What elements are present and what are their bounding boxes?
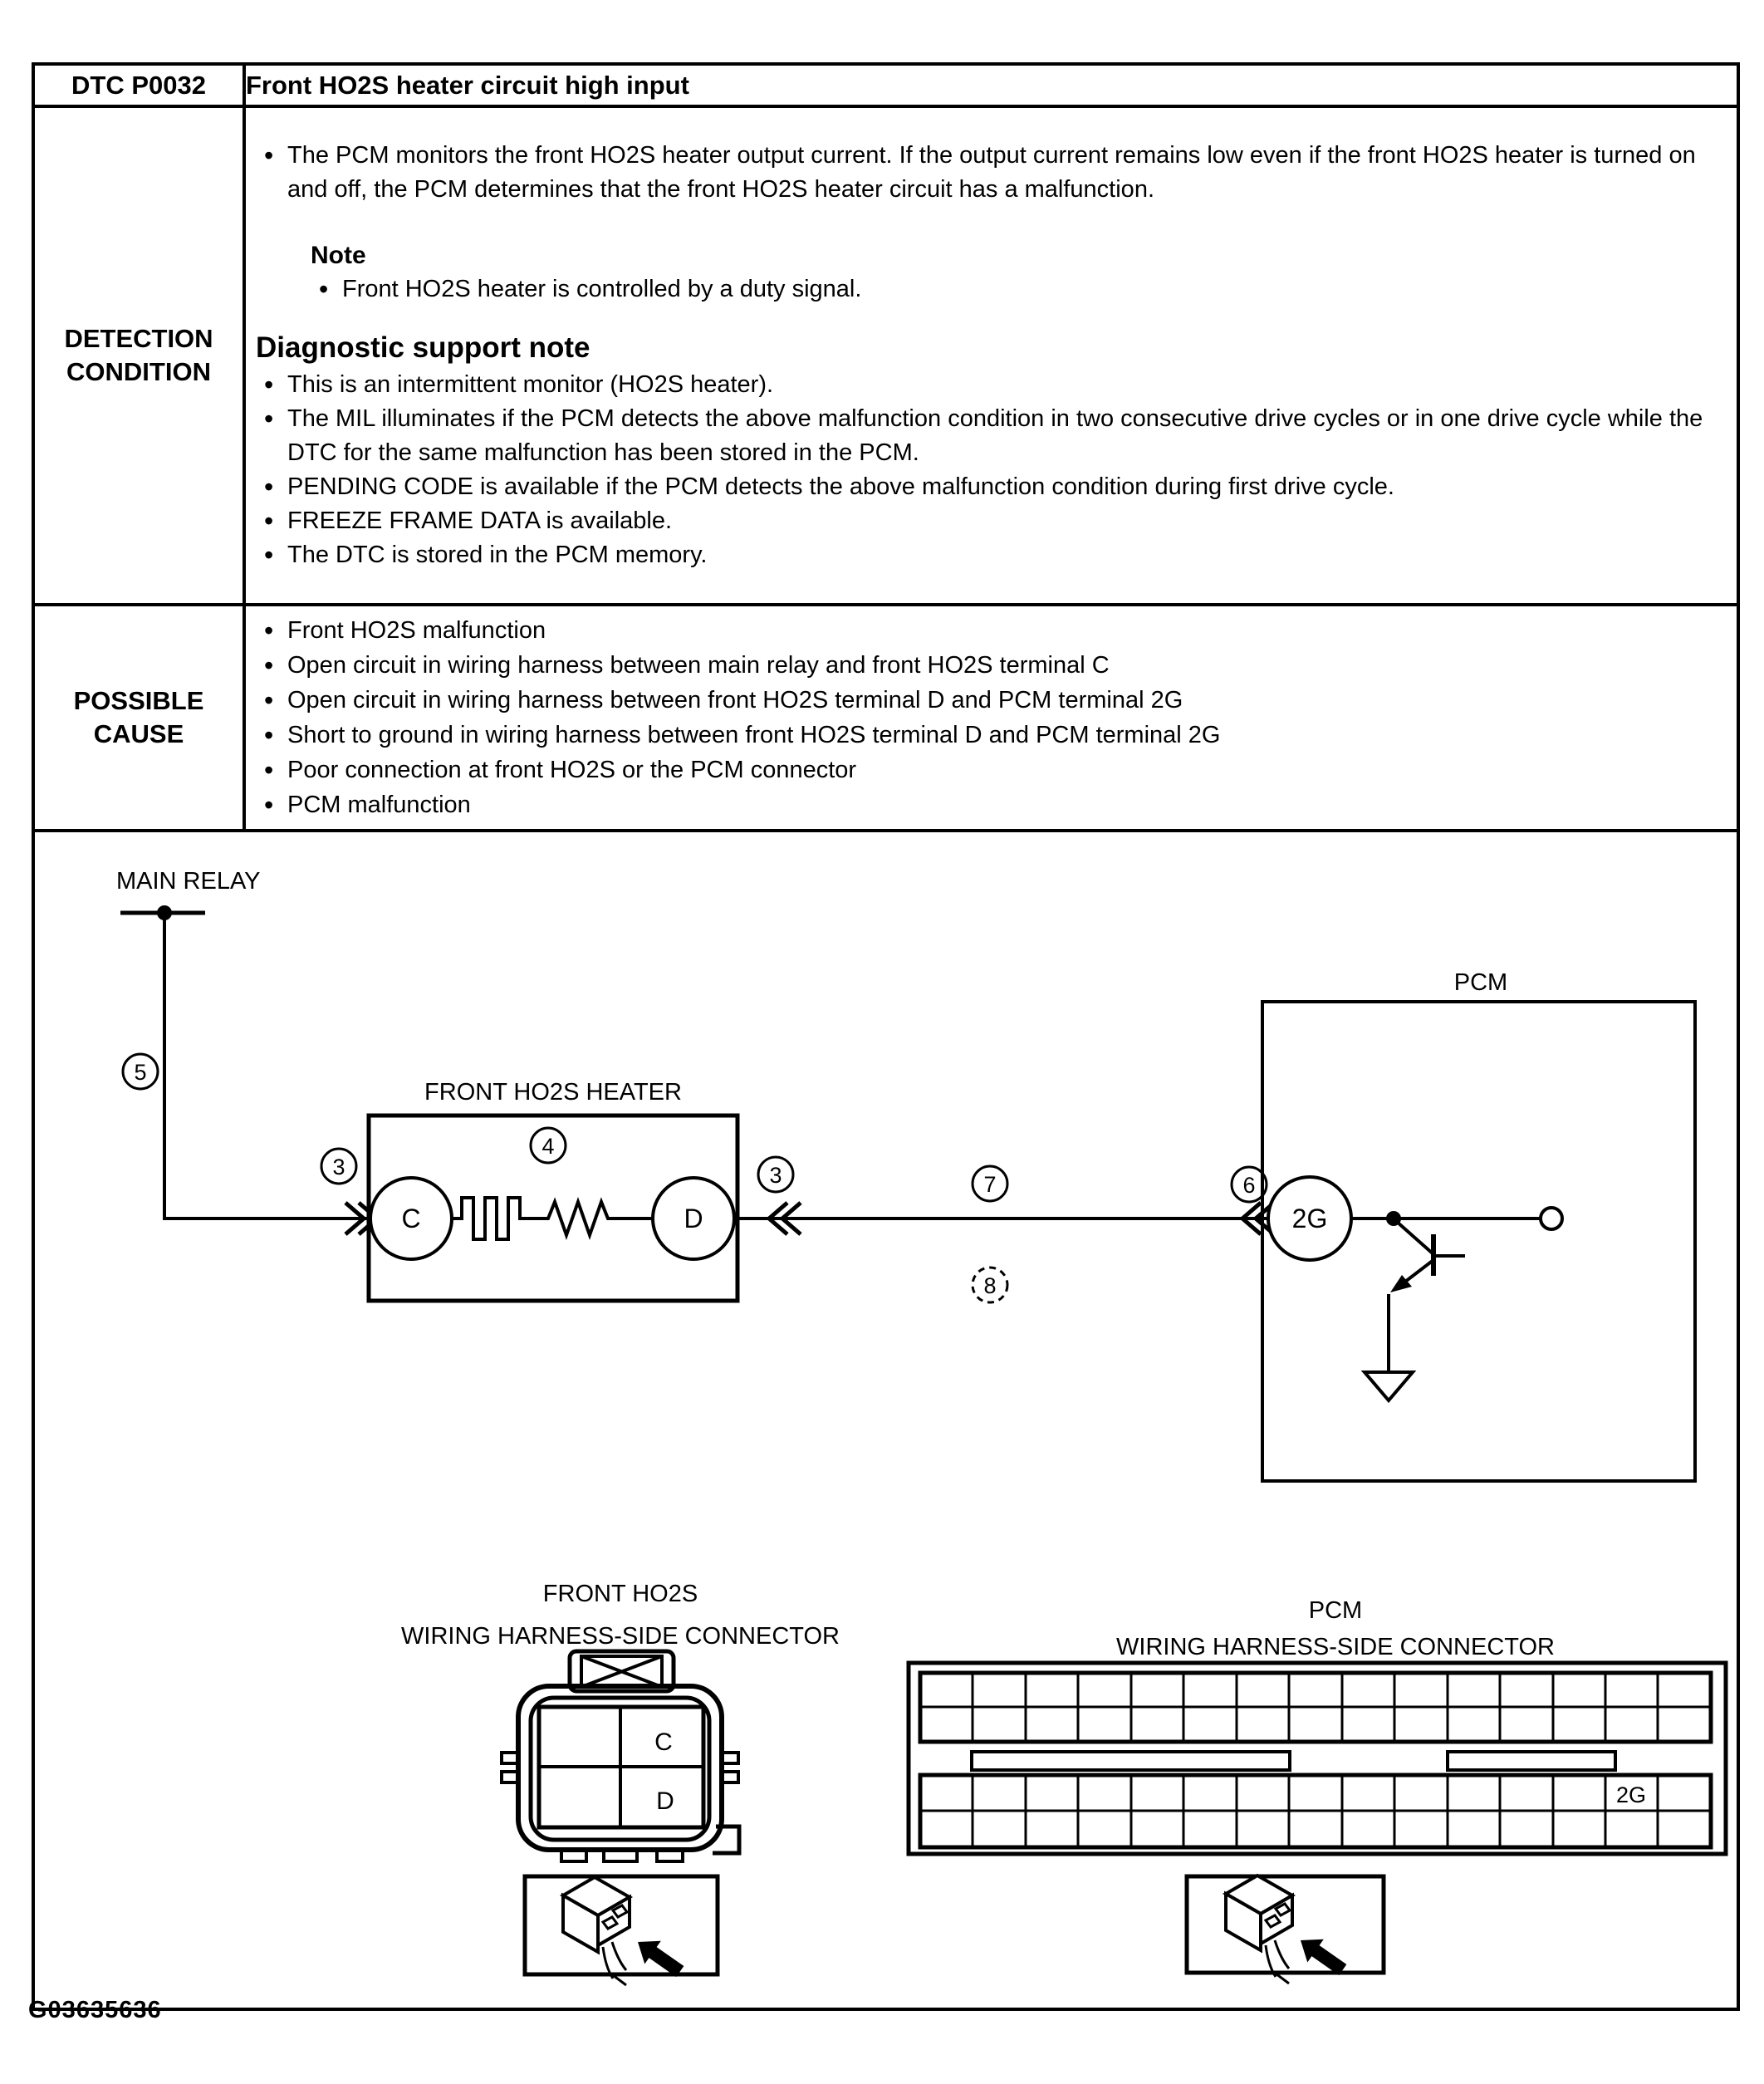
svg-text:6: 6	[1242, 1173, 1256, 1198]
connector-icon	[563, 1877, 688, 1985]
svg-text:C: C	[401, 1204, 421, 1233]
ho2s-pin-d: D	[656, 1787, 674, 1815]
svg-text:3: 3	[769, 1163, 782, 1188]
bullet-item: • This is an intermittent monitor (HO2S heater).	[256, 368, 1715, 402]
ho2s-connector	[401, 1581, 840, 1985]
note-list	[311, 272, 1715, 306]
svg-text:D: D	[684, 1204, 703, 1233]
dtc-title: Front HO2S heater circuit high input	[244, 64, 1738, 106]
possible-cause-row	[33, 605, 1738, 831]
callout-8	[973, 1268, 1007, 1302]
bullet-item: • Poor connection at front HO2S or the PCM connector	[256, 753, 1715, 787]
callout-7	[973, 1166, 1007, 1201]
heater-label: FRONT HO2S HEATER	[424, 1079, 682, 1106]
detection-content-cell	[244, 106, 1738, 605]
wiring-diagram	[35, 832, 1743, 2008]
main-relay-label: MAIN RELAY	[116, 868, 261, 895]
svg-text:3: 3	[332, 1155, 345, 1179]
ho2s-lock-tab-x	[581, 1656, 662, 1687]
pcm-ground	[1365, 1294, 1413, 1400]
figure-code: G03635636	[28, 1997, 162, 2023]
callout-4	[531, 1128, 566, 1163]
dtc-code: DTC P0032	[33, 64, 244, 106]
detection-monitor-list	[256, 139, 1715, 207]
svg-text:2G: 2G	[1291, 1204, 1328, 1233]
callout-5	[123, 1054, 158, 1089]
pcm-connector	[909, 1597, 1726, 1983]
wiring-diagram-cell	[33, 831, 1738, 2009]
diagnostic-support-list	[256, 368, 1715, 572]
diagnostic-support-title: Diagnostic support note	[256, 331, 590, 364]
detection-row	[33, 106, 1738, 605]
ho2s-connector-title-1: FRONT HO2S	[542, 1581, 698, 1607]
bullet-item: • Open circuit in wiring harness between front HO2S terminal D and PCM terminal 2G	[256, 683, 1715, 718]
dtc-table	[32, 62, 1740, 2011]
possible-cause-content-cell	[244, 605, 1738, 831]
pcm-connector-outer	[909, 1663, 1726, 1854]
pcm-connector-title-2: WIRING HARNESS-SIDE CONNECTOR	[1116, 1634, 1555, 1660]
note-title: Note	[311, 242, 366, 269]
possible-cause-list	[256, 613, 1715, 822]
heater-element-symbol	[452, 1198, 653, 1239]
pcm-open-terminal	[1541, 1208, 1562, 1229]
svg-text:7: 7	[983, 1172, 997, 1197]
dtc-header-row	[33, 64, 1738, 106]
callout-3-left	[321, 1149, 356, 1184]
svg-text:8: 8	[983, 1273, 997, 1298]
svg-text:4: 4	[541, 1134, 555, 1159]
pcm-connector-title-1: PCM	[1308, 1597, 1363, 1624]
bullet-item: • FREEZE FRAME DATA is available.	[256, 504, 1715, 538]
terminal-2g	[1268, 1177, 1351, 1260]
pcm-connector-slot-right	[1448, 1752, 1615, 1770]
terminal-d	[653, 1178, 734, 1259]
bullet-item: • The DTC is stored in the PCM memory.	[256, 538, 1715, 572]
bullet-item: • PCM malfunction	[256, 787, 1715, 822]
connector-icon	[1226, 1876, 1351, 1983]
spacer	[256, 207, 1715, 238]
bullet-item: • Front HO2S malfunction	[256, 613, 1715, 648]
note-block	[311, 238, 1715, 306]
pcm-label: PCM	[1453, 969, 1508, 996]
bullet-item: • The MIL illuminates if the PCM detects the above malfunction condition in two consecutive drive cycles or in one drive cycle while the DTC for the same malfunction has been stored in the PCM.	[256, 402, 1715, 470]
bullet-item: • Open circuit in wiring harness between main relay and front HO2S terminal C	[256, 648, 1715, 683]
svg-text:5: 5	[134, 1060, 147, 1085]
ho2s-pin-c: C	[654, 1728, 673, 1756]
detection-row-label: DETECTION CONDITION	[33, 106, 244, 605]
bullet-item: • The PCM monitors the front HO2S heater output current. If the output current remains low even if the front HO2S heater is turned on and off, the PCM determines that the front HO2S heater circuit has a malfunction.	[256, 139, 1715, 207]
possible-cause-label: POSSIBLE CAUSE	[33, 605, 244, 831]
callout-3-right	[758, 1157, 793, 1192]
pcm-transistor	[1390, 1222, 1465, 1292]
terminal-c	[370, 1178, 452, 1259]
pcm-pin-2g: 2G	[1615, 1782, 1647, 1807]
ho2s-connector-title-2: WIRING HARNESS-SIDE CONNECTOR	[401, 1623, 840, 1650]
bullet-item: • Short to ground in wiring harness between front HO2S terminal D and PCM terminal 2G	[256, 718, 1715, 753]
main-relay	[116, 868, 261, 920]
diagram-row	[33, 831, 1738, 2009]
bullet-item: • PENDING CODE is available if the PCM detects the above malfunction condition during first drive cycle.	[256, 470, 1715, 504]
bullet-item: • Front HO2S heater is controlled by a duty signal.	[311, 272, 1715, 306]
pcm-connector-slot-left	[972, 1752, 1290, 1770]
